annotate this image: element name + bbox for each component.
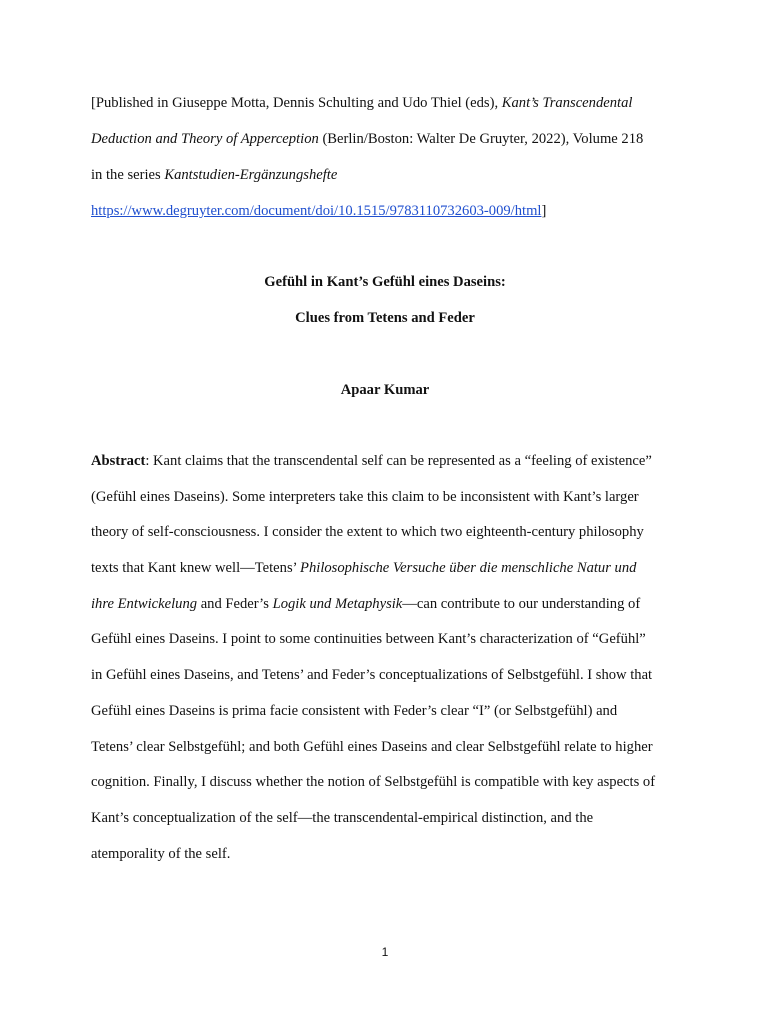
citation-text: in the series: [91, 167, 165, 183]
citation-line-4: [91, 202, 546, 220]
citation-line-2: [91, 130, 643, 148]
abstract-text: texts that Kant knew well—Tetens’: [91, 560, 301, 576]
abstract-line-5: [91, 595, 640, 613]
citation-text: (Berlin/Boston: Walter De Gruyter, 2022), Volume 218: [318, 131, 644, 147]
abstract-line-8: Gefühl eines Daseins is prima facie consistent with Feder’s clear “I” (or Selbstgefühl) and: [91, 703, 618, 719]
abstract-line-10: cognition. Finally, I discuss whether the notion of Selbstgefühl is compatible with key aspects of: [91, 774, 656, 790]
abstract-line-9: Tetens’ clear Selbstgefühl; and both Gefühl eines Daseins and clear Selbstgefühl relate to higher: [91, 739, 653, 755]
abstract-line-11: Kant’s conceptualization of the self—the transcendental-empirical distinction, and the: [91, 810, 594, 826]
work-title: ihre Entwickelung: [91, 596, 198, 612]
doi-link[interactable]: https://www.degruyter.com/document/doi/10.1515/9783110732603-009/html: [91, 203, 542, 219]
paper-title-line-2: Clues from Tetens and Feder: [295, 310, 475, 326]
abstract-label: Abstract: [91, 453, 146, 469]
author-name: Apaar Kumar: [340, 382, 430, 398]
citation-close-bracket: ]: [541, 203, 547, 219]
abstract-text: —can contribute to our understanding of: [402, 596, 641, 612]
book-title-part-2: Deduction and Theory of Apperception: [91, 131, 319, 147]
abstract-line-3: theory of self-consciousness. I consider the extent to which two eighteenth-century philosophy: [91, 524, 644, 540]
abstract-text: and Feder’s: [197, 596, 273, 612]
citation-text: [Published in Giuseppe Motta, Dennis Schulting and Udo Thiel (eds),: [91, 95, 502, 111]
page-number: 1: [381, 945, 389, 959]
abstract-line-1: [91, 452, 652, 470]
citation-line-1: [91, 94, 632, 112]
abstract-line-6: Gefühl eines Daseins. I point to some continuities between Kant’s characterization of “Gefühl”: [91, 631, 646, 647]
book-title-part-1: Kant’s Transcendental: [501, 95, 633, 111]
paper-title-line-1: Gefühl in Kant’s Gefühl eines Daseins:: [264, 274, 506, 290]
citation-line-3: [91, 166, 337, 184]
abstract-line-4: [91, 559, 636, 577]
abstract-line-2: (Gefühl eines Daseins). Some interpreters take this claim to be inconsistent with Kant’s larger: [91, 489, 639, 505]
series-title: Kantstudien-Ergänzungshefte: [164, 167, 338, 183]
abstract-line-7: in Gefühl eines Daseins, and Tetens’ and Feder’s conceptualizations of Selbstgefühl. I show that: [91, 667, 653, 683]
work-title: Philosophische Versuche über die menschliche Natur und: [300, 560, 637, 576]
abstract-line-12: atemporality of the self.: [91, 846, 231, 862]
abstract-text: : Kant claims that the transcendental self can be represented as a “feeling of existence”: [145, 453, 652, 469]
work-title: Logik und Metaphysik: [272, 596, 403, 612]
